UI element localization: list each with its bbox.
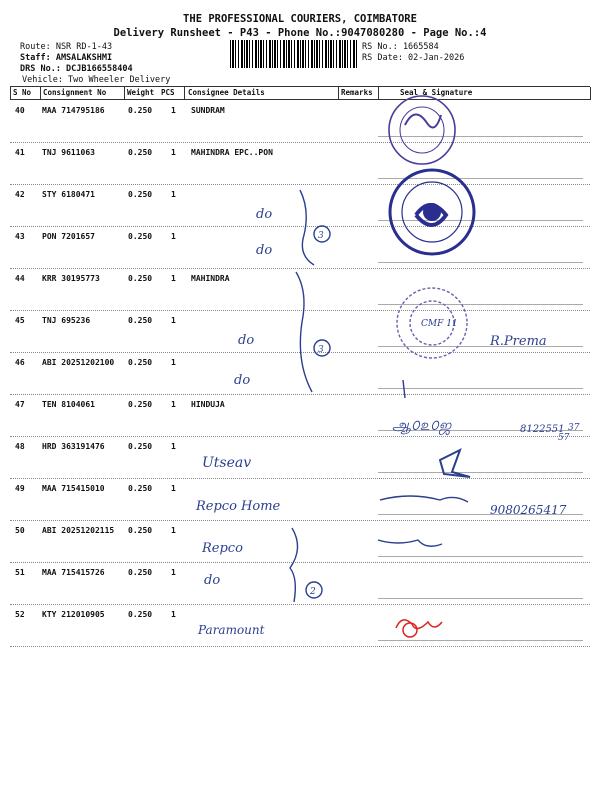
row-sno: 51: [15, 568, 25, 577]
phone-row-47: 8122551: [520, 424, 565, 435]
row-consignment: ABI 20251202115: [42, 526, 115, 535]
hw-row-46: do: [234, 373, 251, 388]
row-sno: 52: [15, 610, 25, 619]
row-weight: 0.250: [128, 442, 153, 451]
row-consignment: KRR 30195773: [42, 274, 100, 283]
row-consignee: SUNDRAM: [191, 106, 225, 115]
row-consignee: MAHINDRA EPC..PON: [191, 148, 273, 157]
row-consignment: KTY 212010905: [42, 610, 105, 619]
hw-row-51: do: [204, 573, 221, 588]
col-weight: Weight: [127, 88, 155, 97]
stamp-cmf-text: CMF 11: [421, 319, 458, 329]
stamp-sundram: [389, 96, 455, 164]
stamp-mahindra: [390, 170, 474, 254]
row-pcs: 1: [171, 400, 176, 409]
row-weight: 0.250: [128, 526, 153, 535]
hw-row-43: do: [256, 243, 273, 258]
phone-row-49: 9080265417: [490, 503, 567, 517]
row-pcs: 1: [171, 568, 176, 577]
col-remarks: Remarks: [341, 88, 373, 97]
hw-row-45: do: [238, 333, 255, 348]
row-consignment: MAA 714795186: [42, 106, 105, 115]
col-seal: Seal & Signature: [400, 88, 473, 97]
row-sno: 44: [15, 274, 25, 283]
stamp-paramount: [396, 620, 442, 637]
hw-row-52: Paramount: [198, 623, 265, 637]
row-sno: 41: [15, 148, 25, 157]
row-pcs: 1: [171, 148, 176, 157]
row-pcs: 1: [171, 190, 176, 199]
row-weight: 0.250: [128, 274, 153, 283]
row-pcs: 1: [171, 484, 176, 493]
row-consignment: TNJ 9611063: [42, 148, 95, 157]
row-consignment: TEN 8104061: [42, 400, 95, 409]
row-pcs: 1: [171, 610, 176, 619]
row-weight: 0.250: [128, 148, 153, 157]
row-sno: 43: [15, 232, 25, 241]
row-pcs: 1: [171, 232, 176, 241]
company-title: THE PROFESSIONAL COURIERS, COIMBATORE: [183, 13, 417, 25]
vehicle-label: Vehicle: Two Wheeler Delivery: [22, 75, 171, 85]
row-weight: 0.250: [128, 568, 153, 577]
row-weight: 0.250: [128, 106, 153, 115]
phone-row-47b: 37: [568, 423, 580, 433]
row-pcs: 1: [171, 358, 176, 367]
row-consignment: PON 7201657: [42, 232, 95, 241]
col-consignee: Consignee Details: [188, 88, 265, 97]
row-sno: 45: [15, 316, 25, 325]
brace-count-2: 3: [318, 345, 324, 355]
row-pcs: 1: [171, 442, 176, 451]
runsheet-subtitle: Delivery Runsheet - P43 - Phone No.:9047080280 - Page No.:4: [113, 27, 487, 39]
row-consignee: MAHINDRA: [191, 274, 230, 283]
route-label: Route: NSR RD-1-43: [20, 42, 113, 52]
row-sno: 48: [15, 442, 25, 451]
rs-no-label: RS No.: 1665584: [362, 42, 439, 52]
row-pcs: 1: [171, 526, 176, 535]
brace-count-3: 2: [310, 587, 316, 597]
row-weight: 0.250: [128, 610, 153, 619]
row-sno: 46: [15, 358, 25, 367]
col-consignment: Consignment No: [43, 88, 107, 97]
hw-row-48: Utseav: [202, 455, 252, 471]
row-consignment: MAA 715415010: [42, 484, 105, 493]
row-weight: 0.250: [128, 358, 153, 367]
col-pcs: PCS: [161, 88, 175, 97]
row-sno: 42: [15, 190, 25, 199]
row-sno: 40: [15, 106, 25, 115]
drs-label: DRS No.: DCJB166558404: [20, 64, 133, 74]
row-sno: 49: [15, 484, 25, 493]
row-sno: 47: [15, 400, 25, 409]
row-pcs: 1: [171, 316, 176, 325]
hw-row-50: Repco: [202, 541, 243, 556]
hw-row-49: Repco Home: [196, 499, 281, 514]
brace-count-1: 3: [318, 231, 324, 241]
row-consignment: HRD 363191476: [42, 442, 105, 451]
row-weight: 0.250: [128, 484, 153, 493]
row-weight: 0.250: [128, 190, 153, 199]
sig-row-45: R.Prema: [490, 334, 547, 349]
row-consignment: MAA 715415726: [42, 568, 105, 577]
row-consignment: STY 6180471: [42, 190, 95, 199]
row-consignment: TNJ 695236: [42, 316, 91, 325]
hw-row-42: do: [256, 207, 273, 222]
row-consignee: HINDUJA: [191, 400, 225, 409]
stamp-hinduja-scribble: [440, 450, 470, 477]
phone-row-47c: 57: [558, 433, 570, 443]
row-weight: 0.250: [128, 232, 153, 241]
col-sno: S No: [13, 88, 32, 97]
sig-row-47: ஆ௦௨௦ஜ: [392, 416, 452, 434]
row-consignment: ABI 20251202100: [42, 358, 115, 367]
row-sno: 50: [15, 526, 25, 535]
row-pcs: 1: [171, 106, 176, 115]
row-weight: 0.250: [128, 400, 153, 409]
row-weight: 0.250: [128, 316, 153, 325]
row-pcs: 1: [171, 274, 176, 283]
rs-date-label: RS Date: 02-Jan-2026: [362, 53, 465, 63]
staff-label: Staff: AMSALAKSHMI: [20, 53, 113, 63]
